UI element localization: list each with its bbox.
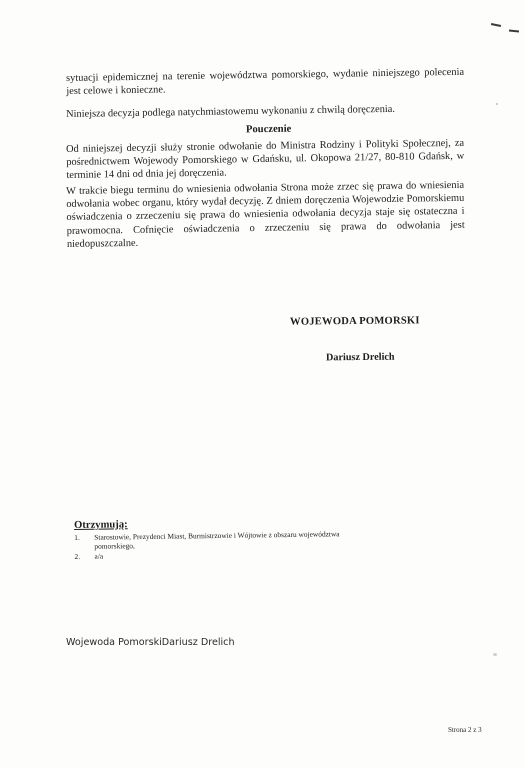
- paragraph-epidemic: [66, 66, 464, 99]
- page-number: Strona 2 z 3: [448, 726, 482, 734]
- pen-mark: [491, 23, 501, 27]
- pen-mark: [509, 29, 519, 32]
- list-item-number: 2.: [74, 552, 81, 562]
- recipients-list: [74, 529, 354, 562]
- signature-name: Dariusz Drelich: [325, 351, 395, 364]
- scan-speck: [496, 103, 498, 105]
- recipients-section: [74, 516, 355, 562]
- paragraph-text: sytuacji epidemicznej na terenie województwa pomorskiego, wydanie niniejszego polecenia jest celowe i konieczne.: [66, 66, 465, 98]
- paragraph-waiver: [66, 179, 465, 251]
- scan-speck: [493, 653, 497, 656]
- electronic-signer: Wojewoda PomorskiDariusz Drelich: [66, 637, 235, 648]
- section-heading-pouczenie: Pouczenie: [245, 123, 292, 136]
- signature-title: WOJEWODA POMORSKI: [289, 315, 420, 328]
- paragraph-text: Od niniejszej decyzji służy stronie odwołanie do Ministra Rodziny i Polityki Społecznej, za pośrednictwem Wojewody Pomorskiego w Gdańsku, ul. Okopowa 21/27, 80-810 Gdańsk, w terminie 14 dni od dnia jej doręczenia.: [66, 137, 465, 182]
- paragraph-appeal: [66, 137, 465, 183]
- list-item-text: a/a: [94, 551, 104, 561]
- list-item-number: 1.: [74, 532, 80, 542]
- paragraph-text: W trakcie biegu terminu do wniesienia odwołania Strona może zrzec się prawa do wniesienia odwołania wobec organu, który wydał decyzję. Z dniem doręczenia Wojewodzie Pomorskiemu oświadczenia o zrzeczeniu się prawa do wniesienia odwołania decyzja staje się ostateczna i prawomocna. Cofnięcie oświadczenia o zrzeczeniu się prawa do odwołania jest niedopuszczalne.: [66, 179, 465, 250]
- recipients-heading: Otrzymują:: [74, 519, 128, 531]
- list-item-text: Starostowie, Prezydenci Miast, Burmistrzowie i Wójtowie z obszaru województwa pomorskiego,: [94, 528, 340, 552]
- paragraph-execution: [66, 102, 464, 121]
- paragraph-text: Niniejsza decyzja podlega natychmiastowemu wykonaniu z chwilą doręczenia.: [66, 103, 396, 120]
